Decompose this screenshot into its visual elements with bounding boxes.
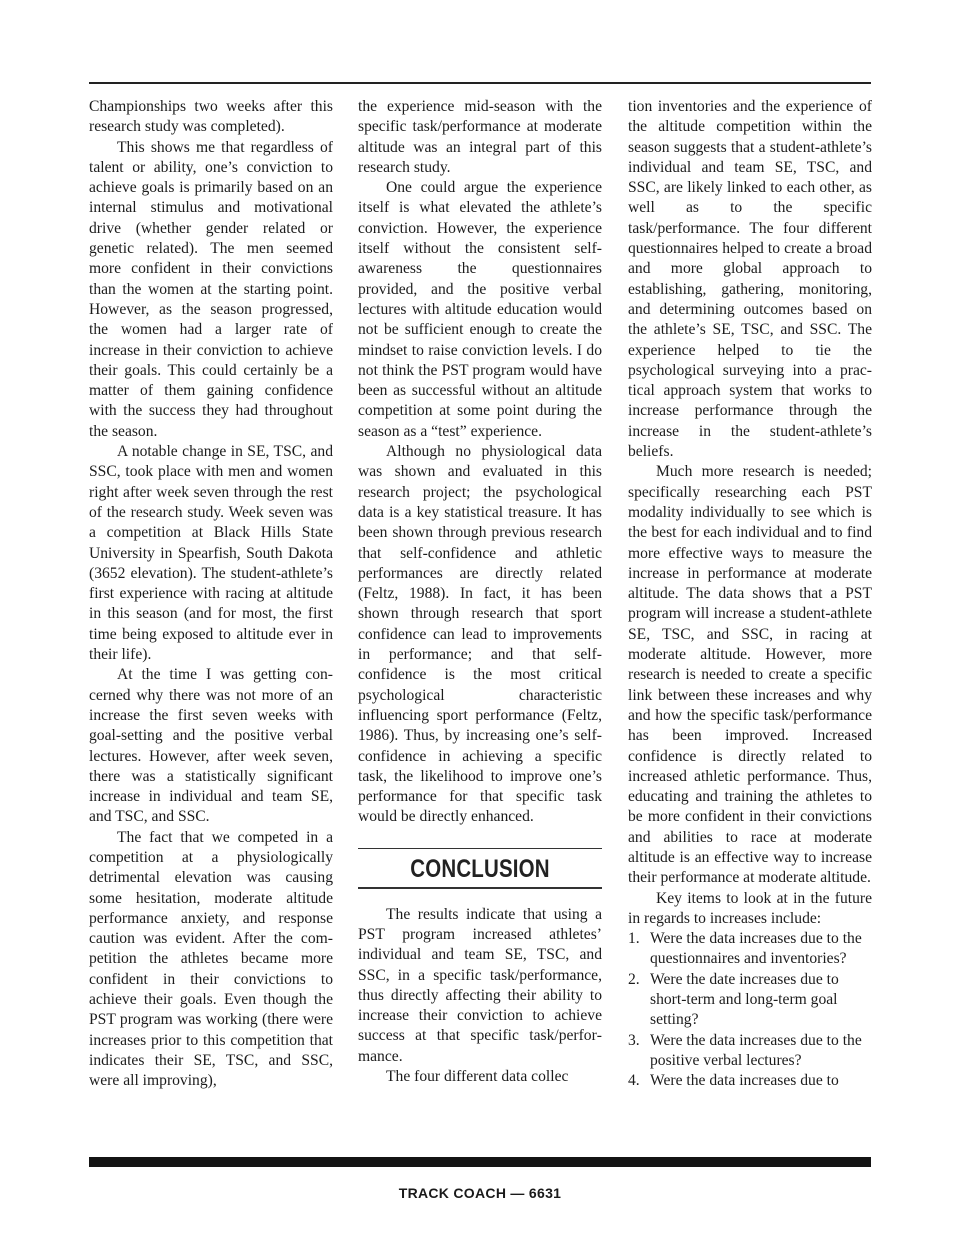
column-1 [89,97,333,1092]
paragraph: One could argue the experience itself is what elevated the athlete’s conviction. However, the experience itself without the consistent self-awareness the questionnaires provided, and the positive verbal lectures with altitude education would not be sufficient enough to create the mindset to raise conviction levels. I do not think the PST program would have been as successful without an altitude competition at some point during the season as a “test” experience. [358,179,602,440]
paragraph: At the time I was getting concerned why there was not more of an increase the first seven weeks with goal-setting and the positive verbal lectures. However, after week seven, there was a statistically significant increase in individual and team SE, and TSC, and SSC. [89,666,333,826]
list-number: 1. [628,930,640,948]
article-body [89,97,871,1147]
section-heading: CONCLUSION [410,855,550,884]
paragraph: A notable change in SE, TSC, and SSC, took place with men and women right after week seven through the rest of the research study. Week seven was a competition at Black Hills State University in Spearfish, South Dakota (3652 elevation). The student-athlete’s first experience with racing at altitude in this season (and for most, the first time being exposed to altitude ever in their life). [89,443,333,664]
page-footer: TRACK COACH — 6631 [398,1185,562,1201]
conclusion-heading-block [358,848,602,889]
list-text: Were the date increases due to short-term and long-term goal setting? [650,970,839,1029]
list-item [628,970,872,1031]
paragraph: The four different data collec [386,1068,569,1086]
list-number: 4. [628,1072,640,1090]
bottom-rule-bar [89,1157,871,1167]
paragraph: Although no physiological data was shown and evaluated in this research project; the psychological data is a key statistical treasure. It has been shown through previous research that self-confidence and athletic performances are directly related (Feltz, 1988). In fact, it has been shown through research that sport confidence can lead to improvements in performance; and that self-confidence is the most critical psychological characteristic influencing sport performance (Feltz, 1986). Thus, by increasing one’s self-confidence in achieving a specific task, the likelihood to improve one’s performance for that specific task would be directly enhanced. [358,443,602,826]
paragraph: Much more research is needed; specifically researching each PST modality individually to see which is the best for each individual and to find more effective ways to measure the increase in performance at moderate altitude. The data shows that a PST program will increase a student-athlete SE, TSC, and SSC, in racing at moderate altitude. However, more research is needed to create a specific link between these increases and why and how the specific task/performance has been improved. Increased confidence is directly related to increased athletic performance. Thus, educating and training the athletes to be more confident in their convictions and abilities to race at moderate altitude is an effective way to increase their performance at moderate altitude. [628,463,872,887]
list-item [628,929,872,970]
list-item [628,1071,872,1091]
paragraph: The results indicate that using a PST program increased athletes’ individual and team SE, TSC, and SSC, in a specific task/performance, thus directly affecting their ability to increase their conviction to achieve success at that specific task/performance. [358,905,602,1065]
list-text: Were the data increases due to the positive verbal lectures? [650,1031,862,1069]
list-number: 3. [628,1031,640,1049]
list-number: 2. [628,970,640,988]
key-items-list [628,929,872,1091]
paragraph: the experience mid-season with the specific task/performance at moderate altitude was an integral part of this research study. [358,98,602,176]
list-text: Were the data increases due to the questionnaires and inventories? [650,930,862,968]
paragraph: Championships two weeks after this research study was completed). [89,98,333,136]
paragraph: tion inventories and the experience of the altitude competition within the season suggests that a student-athlete’s individual and team SE, TSC, and SSC, are likely linked to each other, as well as to the specific task/performance. The four different questionnaires helped to create a broad and more global approach to establishing, gathering, monitoring, and determining outcomes based on the athlete’s SE, TSC, and SSC. The experience helped to tie the psychological surveying into a practical approach system that works to increase performance through the increase in the student-athlete’s beliefs. [628,98,872,461]
column-3 [628,97,872,1092]
column-2 [358,97,602,1087]
list-text: Were the data increases due to [650,1072,839,1090]
list-item [628,1031,872,1072]
heading-rule-bottom [358,887,602,889]
paragraph: This shows me that regardless of talent or ability, one’s conviction to achieve goals is primarily based on an internal stimulus and motivational drive (whether gender related or genetic related). The men seemed more confident in their convictions than the women at the starting point. However, as the season progressed, the women had a larger rate of increase in their conviction to achieve their goals. This could certainly be a matter of them gaining confidence with the success they had throughout the season. [89,138,333,440]
top-rule [89,82,871,84]
paragraph: Key items to look at in the future in regards to increases include: [628,889,872,927]
paragraph: The fact that we competed in a competition at a physiologically detrimental elevation was causing some hesitation, moderate altitude performance anxiety, and response caution was evident. After the competition the athletes became more confident in their convictions to achieve their goals. Even though the PST program was working (there were increases prior to this competition that indicates their SE, TSC, and SSC, were all improving), [89,828,333,1090]
